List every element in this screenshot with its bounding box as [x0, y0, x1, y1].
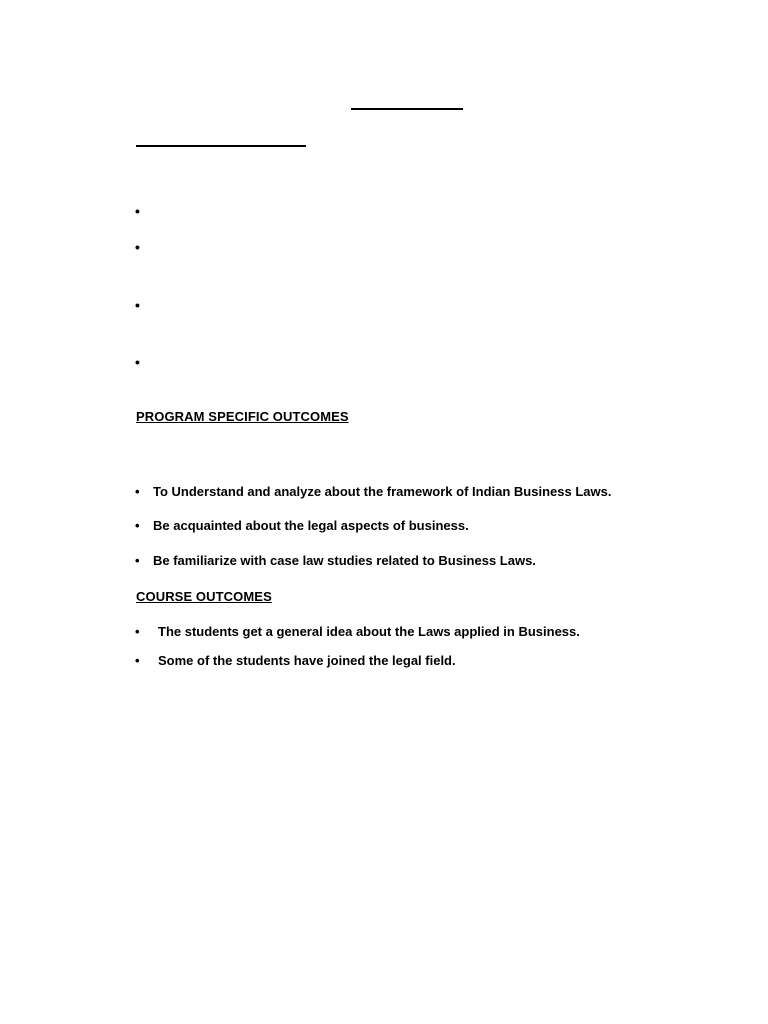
bullet-icon: •: [135, 624, 140, 639]
bullet-icon: •: [135, 518, 140, 533]
list-item-text: To Understand and analyze about the framework of Indian Business Laws.: [153, 484, 612, 499]
bullet-icon: •: [135, 484, 140, 499]
bullet-icon: •: [135, 553, 140, 568]
title-underline: [351, 108, 463, 110]
empty-bullet: •: [135, 203, 140, 219]
list-item-text: The students get a general idea about the Laws applied in Business.: [158, 624, 580, 639]
course-outcomes-heading: COURSE OUTCOMES: [136, 589, 272, 604]
list-item: [135, 624, 580, 640]
empty-bullet: •: [135, 239, 140, 255]
empty-bullet: •: [135, 297, 140, 313]
list-item: [135, 518, 469, 534]
empty-bullet: •: [135, 354, 140, 370]
list-item-text: Some of the students have joined the legal field.: [158, 653, 456, 668]
subtitle-underline: [136, 145, 306, 147]
list-item: [135, 653, 456, 669]
list-item: [135, 553, 536, 569]
list-item-text: Be acquainted about the legal aspects of business.: [153, 518, 469, 533]
list-item-text: Be familiarize with case law studies related to Business Laws.: [153, 553, 536, 568]
bullet-icon: •: [135, 653, 140, 668]
list-item: [135, 484, 611, 500]
program-specific-outcomes-heading: PROGRAM SPECIFIC OUTCOMES: [136, 409, 349, 424]
